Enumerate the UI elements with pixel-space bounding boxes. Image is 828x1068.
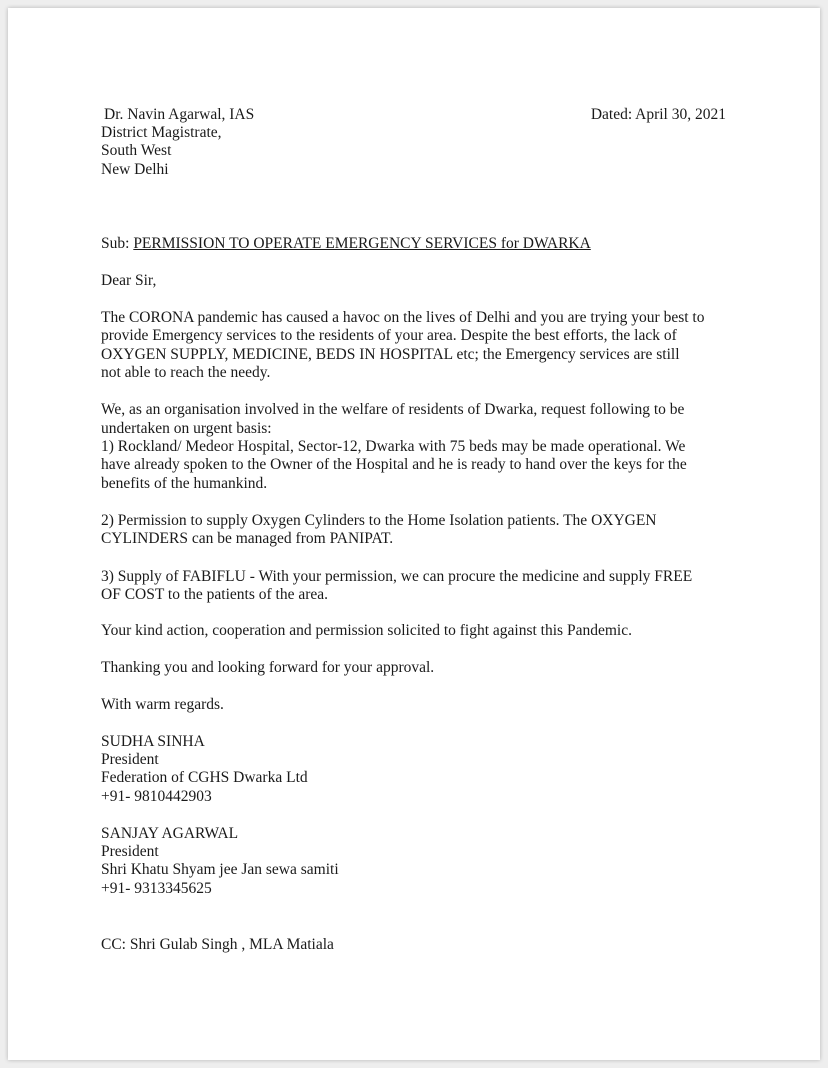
paragraph-line: OXYGEN SUPPLY, MEDICINE, BEDS IN HOSPITAL etc; the Emergency services are still [101, 346, 680, 363]
addressee-line: District Magistrate, [101, 124, 222, 141]
signatory-title: President [101, 843, 159, 860]
subject-title: PERMISSION TO OPERATE EMERGENCY SERVICES for DWARKA [133, 235, 591, 252]
closing-thanks: Thanking you and looking forward for your approval. [101, 659, 435, 676]
list-item-line: 3) Supply of FABIFLU - With your permission, we can procure the medicine and supply FREE [101, 568, 693, 585]
salutation: Dear Sir, [101, 272, 157, 289]
letter-page [8, 8, 820, 1060]
addressee-line: Dr. Navin Agarwal, IAS [104, 106, 255, 123]
signatory-phone: +91- 9810442903 [101, 788, 212, 805]
signatory-organisation: Federation of CGHS Dwarka Ltd [101, 769, 308, 786]
list-item-line: CYLINDERS can be managed from PANIPAT. [101, 530, 394, 547]
addressee-line: South West [101, 142, 172, 159]
closing-action: Your kind action, cooperation and permission solicited to fight against this Pandemic. [101, 622, 632, 639]
signatory-phone: +91- 9313345625 [101, 880, 212, 897]
subject-line [101, 235, 591, 254]
paragraph-line: 1) Rockland/ Medeor Hospital, Sector-12, Dwarka with 75 beds may be made operational. We [101, 438, 686, 455]
paragraph-line: undertaken on urgent basis: [101, 420, 272, 437]
letter-date: Dated: April 30, 2021 [590, 106, 726, 123]
paragraph-line: provide Emergency services to the residents of your area. Despite the best efforts, the lack of [101, 327, 677, 344]
signatory-title: President [101, 751, 159, 768]
list-item-line: OF COST to the patients of the area. [101, 586, 329, 603]
paragraph-line: We, as an organisation involved in the welfare of residents of Dwarka, request following to be [101, 401, 685, 418]
signatory-name: SANJAY AGARWAL [101, 825, 239, 842]
list-item-line: 2) Permission to supply Oxygen Cylinders to the Home Isolation patients. The OXYGEN [101, 512, 657, 529]
signatory-organisation: Shri Khatu Shyam jee Jan sewa samiti [101, 861, 339, 878]
cc-line: CC: Shri Gulab Singh , MLA Matiala [101, 936, 334, 953]
paragraph-line: benefits of the humankind. [101, 475, 268, 492]
signatory-name: SUDHA SINHA [101, 733, 205, 750]
closing-regards: With warm regards. [101, 696, 224, 713]
paragraph-line: not able to reach the needy. [101, 364, 271, 381]
paragraph-line: have already spoken to the Owner of the Hospital and he is ready to hand over the keys for the [101, 456, 687, 473]
subject-prefix: Sub: [101, 235, 134, 252]
paragraph-line: The CORONA pandemic has caused a havoc on the lives of Delhi and you are trying your best to [101, 309, 705, 326]
addressee-line: New Delhi [101, 161, 169, 178]
